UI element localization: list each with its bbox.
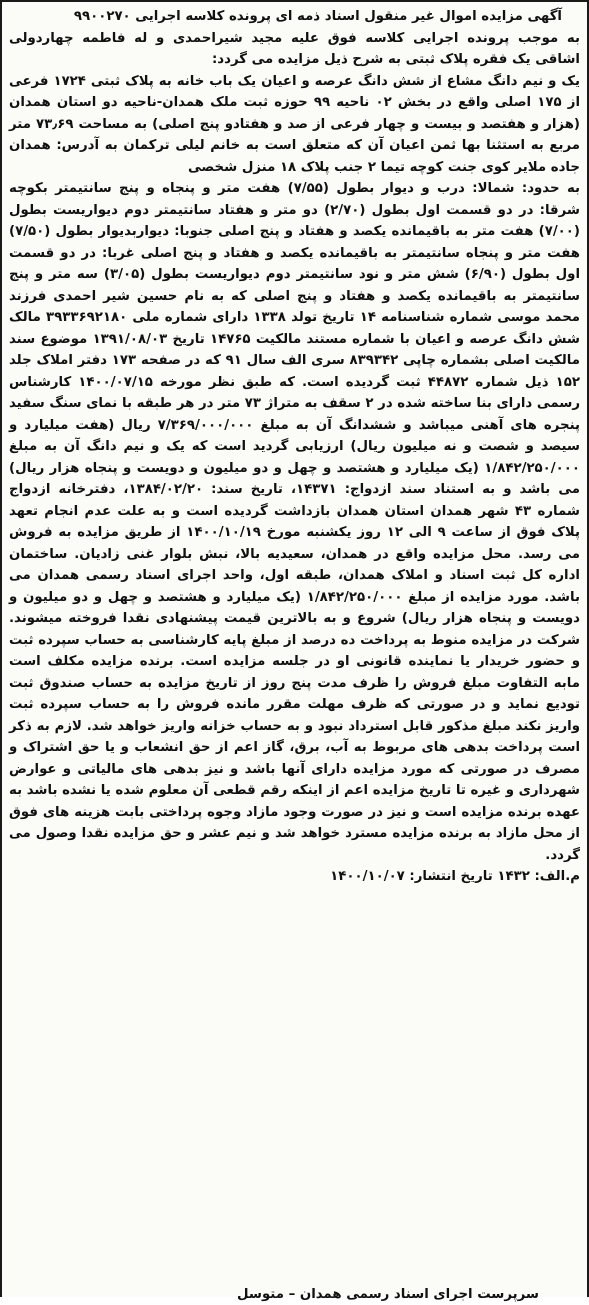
auction-notice — [2, 2, 587, 866]
notice-intro: به موجب پرونده اجرایی کلاسه فوق علیه مجید شیراحمدی و له فاطمه چهاردولی اشاقی یک فقره پلاک ثبتی به شرح ذیل مزایده می گردد: — [9, 28, 580, 71]
notice-title: آگهی مزایده اموال غیر منقول اسناد ذمه ای پرونده کلاسه اجرایی ۹۹۰۰۲۷۰ — [9, 6, 580, 28]
notice-footer — [2, 866, 587, 888]
signature-line: سرپرست اجرای اسناد رسمی همدان – متوسل — [230, 1284, 587, 1305]
publication-info: م.الف: ۱۴۳۲ تاریخ انتشار: ۱۴۰۰/۱۰/۰۷ — [9, 866, 580, 888]
property-description: یک و نیم دانگ مشاع از شش دانگ عرصه و اعیان یک باب خانه به پلاک ثبتی ۱۷۲۴ فرعی از ۱۷۵ اصلی واقع در بخش ۰۲ ناحیه ۹۹ حوزه ثبت ملک همدان-ناحیه دو استان همدان (هزار و هفتصد و بیست و چهار فرعی از صد و هفتادو پنج اصلی) به مساحت ۷۳٫۶۹ متر مربع به استثنا بها ثمن اعیان آن که متعلق است به خانم لیلی ترکمان به آدرس: همدان جاده ملایر کوی جنت کوچه تیما ۲ جنب پلاک ۱۸ منزل شخصی — [9, 71, 580, 179]
notice-body: به حدود: شمالا: درب و دیوار بطول (۷/۵۵) هفت متر و پنجاه و پنج سانتیمتر بکوچه شرقا: در دو قسمت اول بطول (۲/۷۰) دو متر و هفتاد سانتیمتر دوم دیواریست بطول (۷/۰۰) هفت متر به باقیمانده یکصد و هفتاد و پنج اصلی جنوبا: دیواربدیوار بطول (۷/۵۰) هفت متر و پنجاه سانتیمتر به باقیمانده یکصد و هفتاد و پنج اصلی غربا: در دو قسمت اول بطول (۶/۹۰) شش متر و نود سانتیمتر دوم دیواریست بطول (۳/۰۵) سه متر و پنج سانتیمتر به باقیمانده یکصد و هفتاد و پنج اصلی که به نام حسین شیر احمدی فرزند محمد موسی شماره شناسنامه ۱۴ تاریخ تولد ۱۳۳۸ دارای شماره ملی ۳۹۳۳۶۹۲۱۸۰ مالک شش دانگ عرصه و اعیان با شماره مستند مالکیت ۱۴۷۶۵ تاریخ ۱۳۹۱/۰۸/۰۳ موضوع سند مالکیت اصلی بشماره چاپی ۸۳۹۳۴۲ سری الف سال ۹۱ که در صفحه ۱۷۳ دفتر املاک جلد ۱۵۲ ذیل شماره ۴۴۸۷۲ ثبت گردیده است. که طبق نظر مورخه ۱۴۰۰/۰۷/۱۵ کارشناس رسمی دارای بنا ساخته شده در ۲ سقف به متراژ ۷۳ متر در هر طبقه با نمای سنگ سفید پنجره های آهنی میباشد و ششدانگ آن به مبلغ ۷/۳۶۹/۰۰۰/۰۰۰ ریال (هفت میلیارد و سیصد و شصت و نه میلیون ریال) ارزیابی گردید است که یک و نیم دانگ آن به مبلغ ۱/۸۴۲/۲۵۰/۰۰۰ (یک میلیارد و هشتصد و چهل و دو میلیون و دویست و پنجاه هزار ریال) می باشد و به استناد سند ازدواج: ۱۴۳۷۱، تاریخ سند: ۱۳۸۴/۰۲/۲۰، دفترخانه ازدواج شماره ۴۳ شهر همدان استان همدان بازداشت گردیده است و به علت عدم انجام تعهد پلاک فوق از ساعت ۹ الی ۱۲ روز یکشنبه مورخ ۱۴۰۰/۱۰/۱۹ از طریق مزایده به فروش می رسد. محل مزایده واقع در همدان، سعیدیه بالا، نبش بلوار غنی زادیان. ساختمان اداره کل ثبت اسناد و املاک همدان، طبقه اول، واحد اجرای اسناد رسمی همدان می باشد. مورد مزایده از مبلغ ۱/۸۴۲/۲۵۰/۰۰۰ (یک میلیارد و هشتصد و چهل و دو میلیون و دویست و پنجاه هزار ریال) شروع و به بالاترین قیمت پیشنهادی نقدا فروخته میشوند. شرکت در مزایده منوط به پرداخت ده درصد از مبلغ پایه کارشناسی به حساب سپرده ثبت و حضور خریدار یا نماینده قانونی او در جلسه مزایده است. برنده مزایده مکلف است مابه التفاوت مبلغ فروش را ظرف مدت پنج روز از تاریخ مزایده به حساب صندوق ثبت تودیع نماید و در صورتی که ظرف مهلت مقرر مانده فروش را به حساب سپرده ثبت واریز نکند مبلغ مذکور قابل استرداد نبود و به حساب خزانه واریز خواهد شد. لازم به ذکر است پرداخت بدهی های مربوط به آب، برق، گاز اعم از حق انشعاب و یا حق اشتراک و مصرف در صورتی که مورد مزایده دارای آنها باشد و نیز بدهی های مالیاتی و عوارض شهرداری و غیره تا تاریخ مزایده اعم از اینکه رقم قطعی آن معلوم شده یا نشده باشد به عهده برنده مزایده است و نیز در صورت وجود مازاد وجوه پرداختی بابت هزینه های فوق از محل مازاد به برنده مزایده مسترد خواهد شد و نیم عشر و حق مزایده نقدا وصول می گردد. — [9, 178, 580, 866]
